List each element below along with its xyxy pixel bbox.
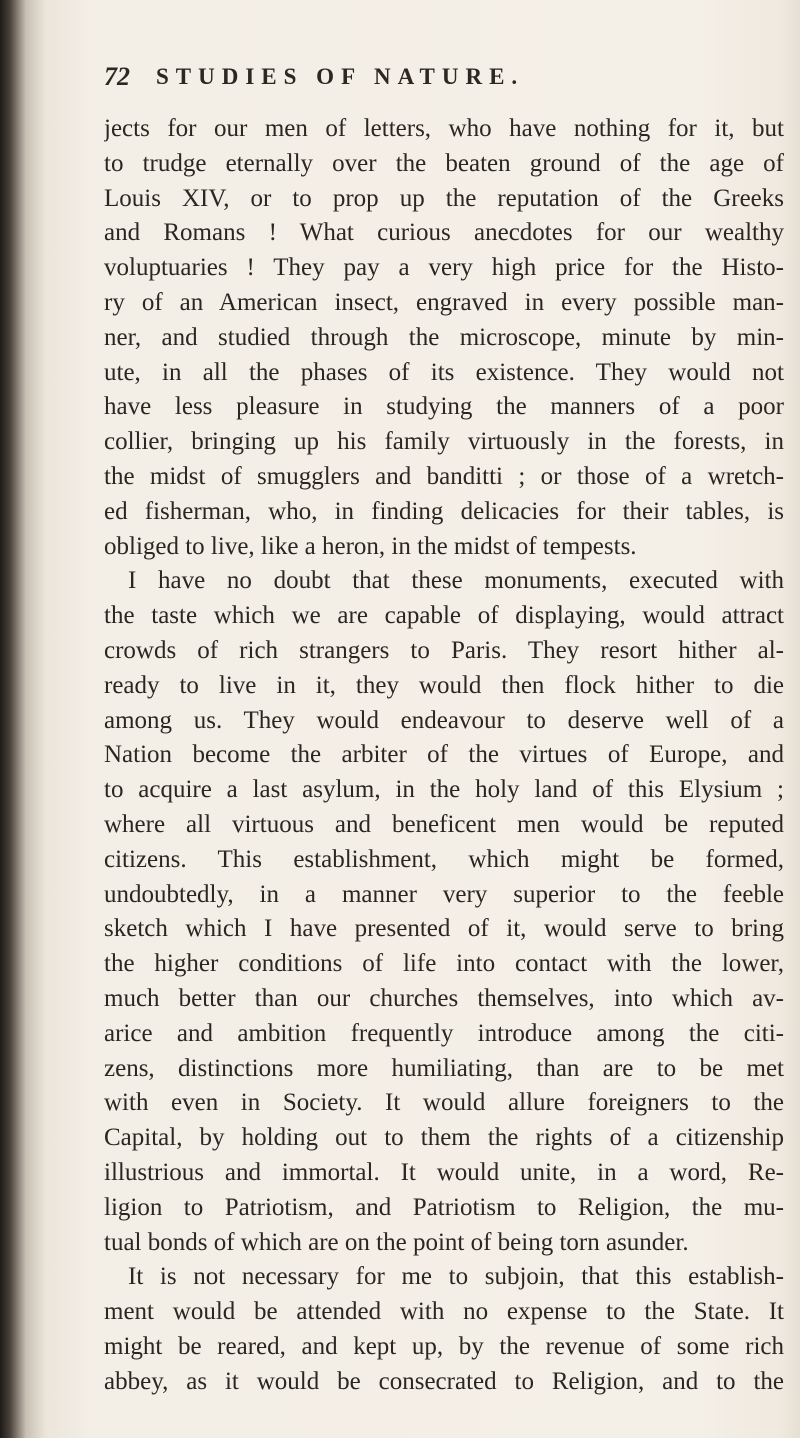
text-line: sketch which I have presented of it, would serve to bring xyxy=(104,915,784,943)
text-line: much better than our churches themselves, into which av- xyxy=(104,984,784,1012)
text-line: crowds of rich strangers to Paris. They resort hither al- xyxy=(104,636,784,664)
text-line: ute, in all the phases of its existence. They would not xyxy=(104,358,784,386)
text-line: to acquire a last asylum, in the holy land of this Elysium ; xyxy=(104,776,784,804)
text-line: the midst of smugglers and banditti ; or those of a wretch- xyxy=(104,462,784,490)
body-text xyxy=(104,112,784,1399)
text-line: Capital, by holding out to them the rights of a citizenship xyxy=(104,1124,784,1152)
text-line: where all virtuous and beneficent men would be reputed xyxy=(104,810,784,838)
text-line: It is not necessary for me to subjoin, that this establish- xyxy=(128,1263,784,1291)
text-line: and Romans ! What curious anecdotes for our wealthy xyxy=(104,219,784,247)
running-head: STUDIES OF NATURE. xyxy=(156,64,525,89)
text-line: citizens. This establishment, which might be formed, xyxy=(104,845,784,873)
text-line: collier, bringing up his family virtuously in the forests, in xyxy=(104,428,784,456)
text-line: the taste which we are capable of displaying, would attract xyxy=(104,602,784,630)
text-line: obliged to live, like a heron, in the midst of tempests. xyxy=(104,532,637,560)
page-header xyxy=(104,60,784,100)
page-number: 72 xyxy=(104,62,130,91)
text-line: ligion to Patriotism, and Patriotism to Religion, the mu- xyxy=(104,1193,784,1221)
text-line: voluptuaries ! They pay a very high price for the Histo- xyxy=(104,254,784,282)
text-line: ready to live in it, they would then flock hither to die xyxy=(104,671,784,699)
text-line: I have no doubt that these monuments, executed with xyxy=(128,567,784,595)
text-line: ry of an American insect, engraved in every possible man- xyxy=(104,288,784,316)
text-line: jects for our men of letters, who have nothing for it, but xyxy=(104,115,784,142)
text-line: might be reared, and kept up, by the revenue of some rich xyxy=(104,1332,784,1360)
text-line: abbey, as it would be consecrated to Religion, and to the xyxy=(104,1367,784,1395)
text-line: Louis XIV, or to prop up the reputation of the Greeks xyxy=(104,184,784,212)
text-line: illustrious and immortal. It would unite, in a word, Re- xyxy=(104,1158,784,1186)
text-line: zens, distinctions more humiliating, than are to be met xyxy=(104,1054,784,1082)
text-line: ed fisherman, who, in finding delicacies for their tables, is xyxy=(104,497,784,525)
text-line: among us. They would endeavour to deserve well of a xyxy=(104,706,784,734)
text-line: undoubtedly, in a manner very superior to the feeble xyxy=(104,880,784,908)
text-line: Nation become the arbiter of the virtues of Europe, and xyxy=(104,741,784,769)
text-line: the higher conditions of life into contact with the lower, xyxy=(104,950,784,978)
text-line: have less pleasure in studying the manners of a poor xyxy=(104,393,784,421)
text-line: ment would be attended with no expense to the State. It xyxy=(104,1298,784,1326)
text-line: to trudge eternally over the beaten ground of the age of xyxy=(104,149,784,177)
text-line: arice and ambition frequently introduce among the citi- xyxy=(104,1019,784,1047)
text-line: with even in Society. It would allure foreigners to the xyxy=(104,1089,784,1117)
text-line: tual bonds of which are on the point of being torn asunder. xyxy=(104,1228,689,1256)
text-line: ner, and studied through the microscope, minute by min- xyxy=(104,323,784,351)
